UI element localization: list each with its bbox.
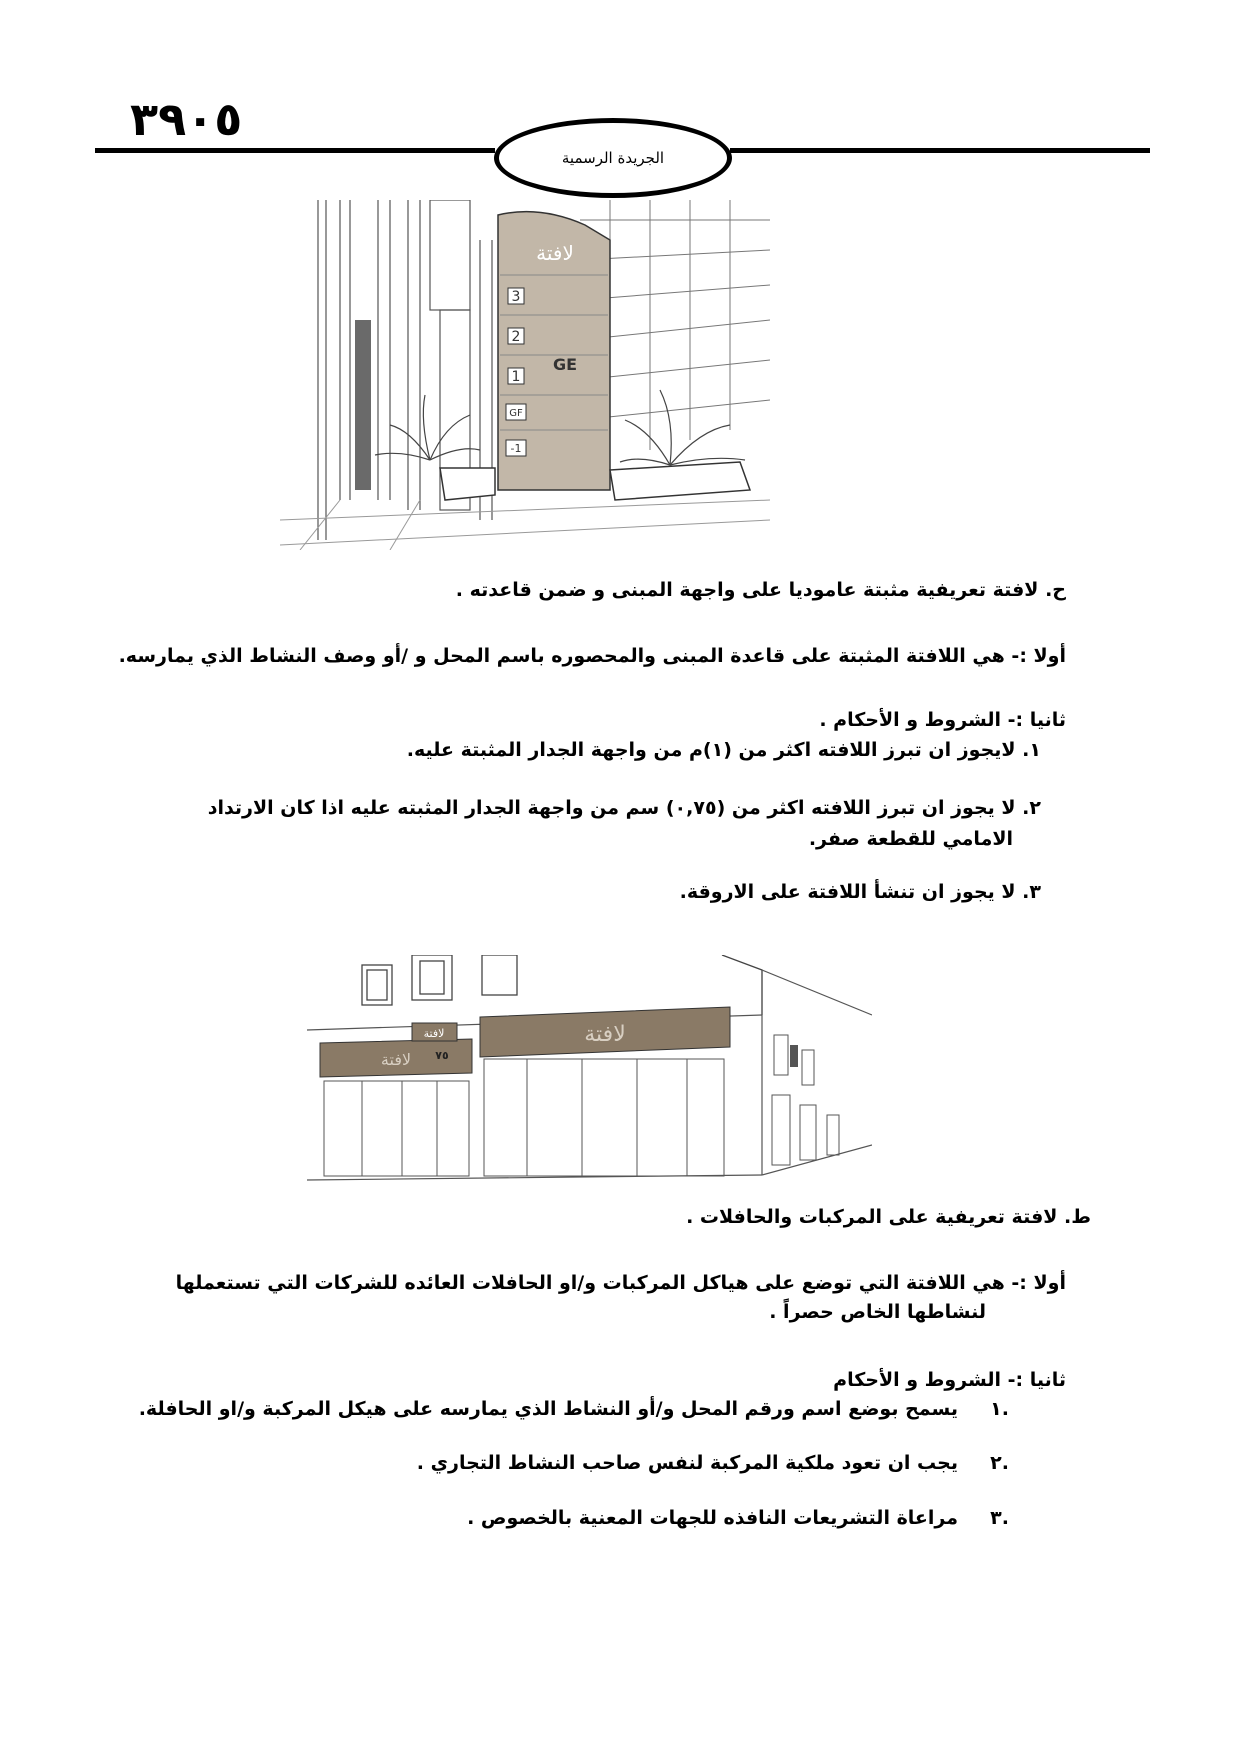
section-t-first-line2: لنشاطها الخاص حصراً . [769, 1301, 986, 1323]
floor-label: -1 [510, 442, 522, 455]
section-h-item-3: ٣. لا يجوز ان تنشأ اللافتة على الاروقة. [679, 881, 1041, 903]
header-rule-left [95, 148, 495, 153]
section-t-item-2-text: يجب ان تعود ملكية المركبة لنفس صاحب النشاط التجاري . [416, 1452, 958, 1474]
page-number: ٣٩٠٥ [130, 92, 243, 146]
section-t-second-heading: ثانيا :- الشروط و الأحكام [833, 1369, 1066, 1391]
ge-logo-text: GE [552, 355, 578, 374]
header-rule-right [730, 148, 1150, 153]
gazette-title: الجريدة الرسمية [561, 149, 665, 167]
floor-label: 1 [511, 369, 521, 385]
section-t-item-2-num: .٢ [990, 1452, 1009, 1474]
pylon-sign-label: لافتة [536, 241, 574, 265]
section-t-item-3-text: مراعاة التشريعات النافذه للجهات المعنية بالخصوص . [467, 1507, 958, 1529]
section-h-heading: ح. لافتة تعريفية مثبتة عاموديا على واجهة المبنى و ضمن قاعدته . [455, 579, 1066, 601]
section-t-first-line1: أولا :- هي اللافتة التي توضع على هياكل المركبات و/او الحافلات العائده للشركات التي تستعملها [175, 1272, 1066, 1294]
section-h-item-2: ٢. لا يجوز ان تبرز اللافته اكثر من (٠,٧٥) سم من واجهة الجدار المثبته عليه اذا كان الارتداد [207, 797, 1041, 819]
section-t-item-1-text: يسمح بوضع اسم ورقم المحل و/أو النشاط الذي يمارسه على هيكل المركبة و/او الحافلة. [138, 1398, 958, 1420]
section-h-first: أولا :- هي اللافتة المثبتة على قاعدة المبنى والمحصوره باسم المحل و /أو وصف النشاط الذي يمارسه. [118, 645, 1066, 667]
section-h-second-heading: ثانيا :- الشروط و الأحكام . [819, 709, 1066, 731]
section-t-heading: ط. لافتة تعريفية على المركبات والحافلات . [686, 1206, 1091, 1228]
projecting-sign-label: لافتة [423, 1027, 445, 1040]
number-mark: ٧٥ [435, 1049, 449, 1062]
floor-label: 2 [511, 329, 521, 345]
fascia-sign-left-label: لافتة [380, 1050, 412, 1069]
fascia-sign-main-label: لافتة [584, 1022, 626, 1047]
section-h-item-2-cont: الامامي للقطعة صفر. [808, 828, 1013, 850]
gazette-title-oval [494, 118, 732, 198]
pylon-sign-illustration [280, 200, 770, 550]
floor-label: 3 [511, 289, 521, 305]
section-h-item-1: ١. لايجوز ان تبرز اللافته اكثر من (١)م من واجهة الجدار المثبتة عليه. [406, 739, 1041, 761]
section-t-item-1-num: .١ [990, 1398, 1009, 1420]
section-t-item-3-num: .٣ [990, 1507, 1009, 1529]
storefront-sign-illustration [302, 955, 872, 1185]
floor-label: GF [509, 408, 523, 419]
